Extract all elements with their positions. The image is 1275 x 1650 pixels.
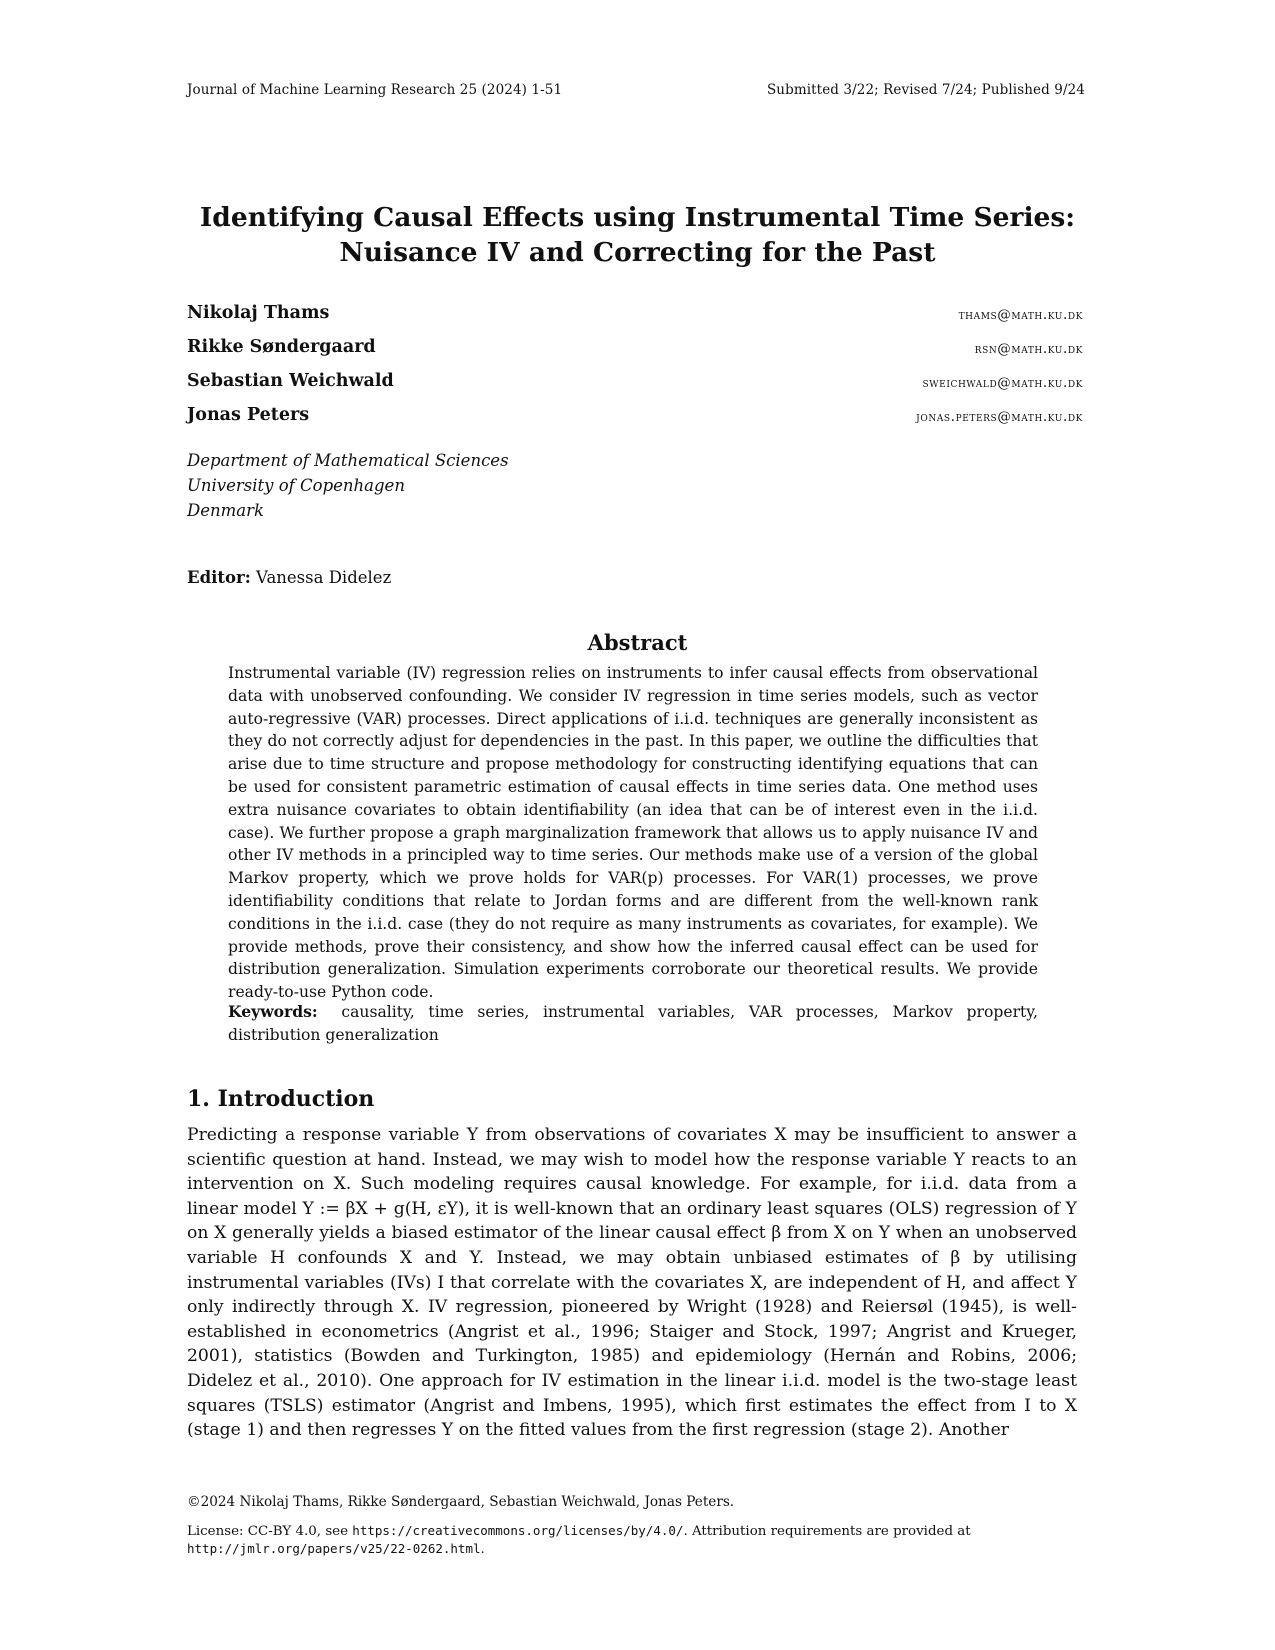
author-name: Jonas Peters bbox=[187, 405, 310, 425]
author-email[interactable]: sweichwald@math.ku.dk bbox=[922, 375, 1083, 391]
license-prefix: License: CC-BY 4.0, see bbox=[187, 1524, 353, 1539]
author-name: Nikolaj Thams bbox=[187, 303, 330, 323]
attribution-suffix: . bbox=[480, 1542, 485, 1557]
title-line-2: Nuisance IV and Correcting for the Past bbox=[339, 237, 936, 268]
keywords-label: Keywords: bbox=[228, 1002, 318, 1021]
editor-label: Editor: bbox=[187, 568, 251, 587]
editor-name: Vanessa Didelez bbox=[256, 568, 392, 587]
author-email[interactable]: rsn@math.ku.dk bbox=[974, 341, 1083, 357]
copyright-notice: ©2024 Nikolaj Thams, Rikke Søndergaard, Sebastian Weichwald, Jonas Peters. bbox=[187, 1494, 735, 1510]
introduction-text: Predicting a response variable Y from observations of covariates X may be insufficient to answer a scientific question at hand. Instead, we may wish to model how the response variable Y reacts to an intervention on X. Such modeling requires causal knowledge. For example, for i.i.d. data from a linear model Y := βX + g(H, εY), it is well-known that an ordinary least squares (OLS) regression of Y on X generally yields a biased estimator of the linear causal effect β from X on Y when an unobserved variable H confounds X and Y. Instead, we may obtain unbiased estimates of β by utilising instrumental variables (IVs) I that correlate with the covariates X, are independent of H, and affect Y only indirectly through X. IV regression, pioneered by Wright (1928) and Reiersøl (1945), is well-established in econometrics (Angrist et al., 1996; Staiger and Stock, 1997; Angrist and Krueger, 2001), statistics (Bowden and Turkington, 1985) and epidemiology (Hernán and Robins, 2006; Didelez et al., 2010). One approach for IV estimation in the linear i.i.d. model is the two-stage least squares (TSLS) estimator (Angrist and Imbens, 1995), which first estimates the effect from I to X (stage 1) and then regresses Y on the fitted values from the first regression (stage 2). Another bbox=[187, 1125, 1077, 1441]
affiliation-country: Denmark bbox=[187, 501, 264, 520]
author-name: Sebastian Weichwald bbox=[187, 371, 394, 391]
license-notice bbox=[187, 1522, 1077, 1558]
submission-dates: Submitted 3/22; Revised 7/24; Published 9/24 bbox=[766, 82, 1085, 98]
affiliation-department: Department of Mathematical Sciences bbox=[187, 451, 509, 470]
title-line-1: Identifying Causal Effects using Instrumental Time Series: bbox=[199, 202, 1076, 233]
abstract-heading: Abstract bbox=[587, 630, 688, 655]
license-suffix: . Attribution requirements are provided at bbox=[683, 1524, 971, 1539]
editor-line bbox=[187, 568, 391, 587]
journal-header: Journal of Machine Learning Research 25 (2024) 1-51 bbox=[187, 82, 563, 98]
author-email[interactable]: jonas.peters@math.ku.dk bbox=[916, 409, 1083, 425]
attribution-link[interactable]: http://jmlr.org/papers/v25/22-0262.html bbox=[187, 1541, 481, 1556]
author-email[interactable]: thams@math.ku.dk bbox=[958, 307, 1083, 323]
affiliation bbox=[187, 448, 509, 523]
keywords bbox=[228, 1001, 1038, 1047]
abstract-text: Instrumental variable (IV) regression relies on instruments to infer causal effects from observational data with unobserved confounding. We consider IV regression in time series models, such as vector auto-regressive (VAR) processes. Direct applications of i.i.d. techniques are generally inconsistent as they do not correctly adjust for dependencies in the past. In this paper, we outline the difficulties that arise due to time structure and propose methodology for constructing identifying equations that can be used for consistent parametric estimation of causal effects in time series data. One method uses extra nuisance covariates to obtain identifiability (an idea that can be of interest even in the i.i.d. case). We further propose a graph marginalization framework that allows us to apply nuisance IV and other IV methods in a principled way to time series. Our methods make use of a version of the global Markov property, which we prove holds for VAR(p) processes. For VAR(1) processes, we prove identifiability conditions that relate to Jordan forms and are different from the well-known rank conditions in the i.i.d. case (they do not require as many instruments as covariates, for example). We provide methods, prove their consistency, and show how the inferred causal effect can be used for distribution generalization. Simulation experiments corroborate our theoretical results. We provide ready-to-use Python code. bbox=[228, 664, 1038, 1002]
author-name: Rikke Søndergaard bbox=[187, 337, 376, 357]
section-heading: 1. Introduction bbox=[187, 1086, 375, 1112]
license-link[interactable]: https://creativecommons.org/licenses/by/4.0/ bbox=[352, 1523, 684, 1538]
paper-title bbox=[150, 200, 1125, 270]
affiliation-university: University of Copenhagen bbox=[187, 476, 405, 495]
keywords-list: causality, time series, instrumental variables, VAR processes, Markov property, distribution generalization bbox=[228, 1003, 1039, 1044]
